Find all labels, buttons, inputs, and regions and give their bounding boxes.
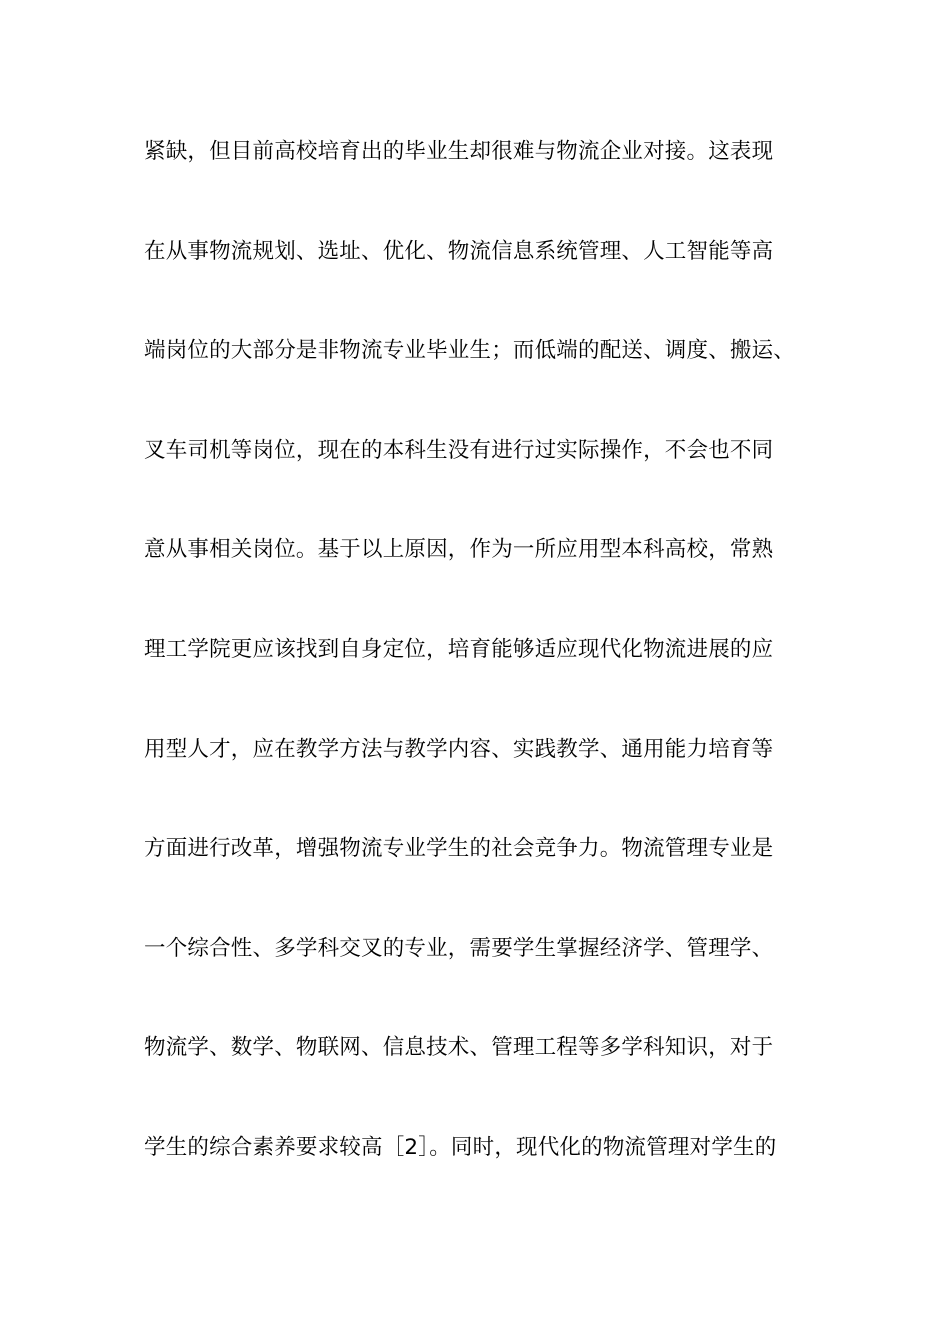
text-line-1: 紧缺，但目前高校培育出的毕业生却很难与物流企业对接。这表现 — [144, 139, 774, 164]
text-line-4: 叉车司机等岗位，现在的本科生没有进行过实际操作，不会也不同 — [144, 437, 774, 463]
text-line-6: 理工学院更应该找到自身定位，培育能够适应现代化物流进展的应 — [144, 636, 774, 662]
body-paragraph — [144, 132, 844, 1228]
text-line-11: 学生的综合素养要求较高［2］。同时，现代化的物流管理对学生的 — [144, 1134, 777, 1160]
text-line-8: 方面进行改革，增强物流专业学生的社会竞争力。物流管理专业是 — [144, 836, 774, 862]
text-line-5: 意从事相关岗位。基于以上原因，作为一所应用型本科高校，常熟 — [144, 537, 774, 563]
text-line-7: 用型人才，应在教学方法与教学内容、实践教学、通用能力培育等 — [144, 736, 774, 762]
text-line-3: 端岗位的大部分是非物流专业毕业生；而低端的配送、调度、搬运、 — [144, 338, 796, 364]
text-line-2: 在从事物流规划、选址、优化、物流信息系统管理、人工智能等高 — [144, 238, 774, 264]
text-line-10: 物流学、数学、物联网、信息技术、管理工程等多学科知识，对于 — [144, 1035, 774, 1061]
text-line-9: 一个综合性、多学科交叉的专业，需要学生掌握经济学、管理学、 — [144, 935, 774, 961]
